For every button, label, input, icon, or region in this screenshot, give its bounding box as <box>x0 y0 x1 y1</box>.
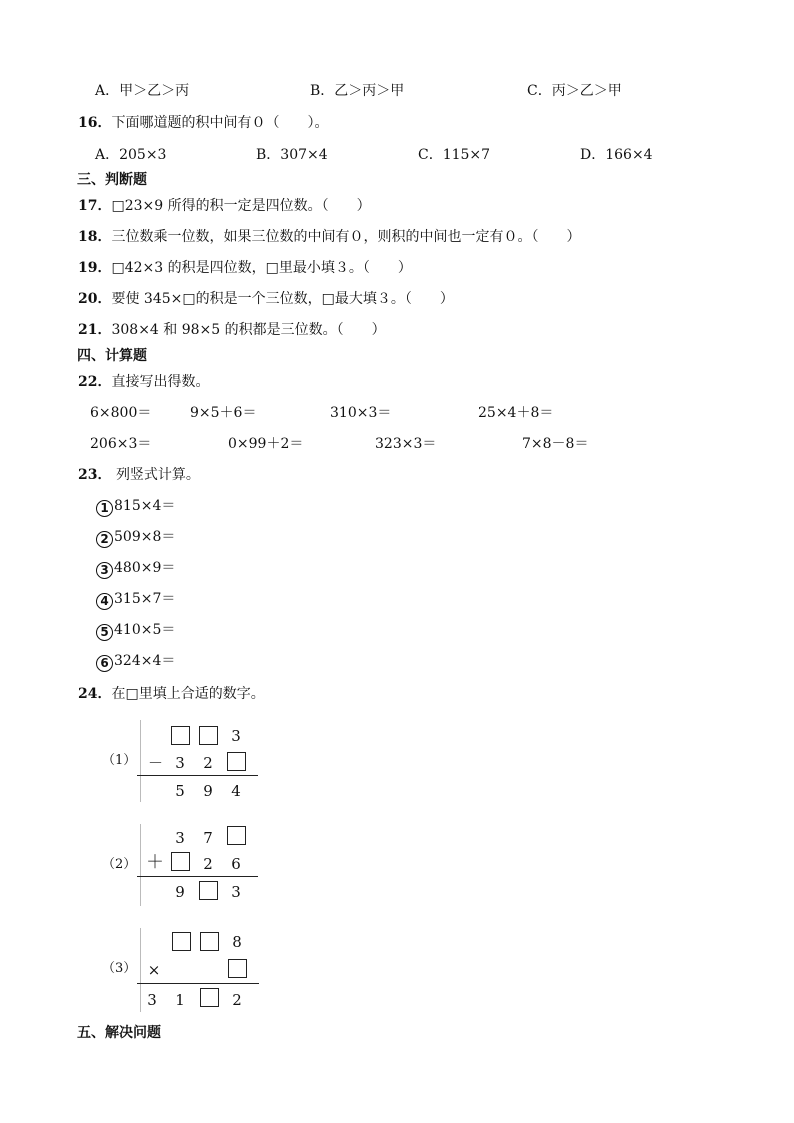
answer-box[interactable] <box>171 726 190 745</box>
question-text: 在□里填上合适的数字。 <box>111 686 265 702</box>
puzzle-label: （1） <box>102 753 137 768</box>
q22-expr: 7×8－8＝ <box>522 436 589 452</box>
q22-expr: 310×3＝ <box>330 405 392 421</box>
q23-expr: 480×9＝ <box>114 560 176 576</box>
answer-box[interactable] <box>171 852 190 871</box>
digit: 9 <box>175 883 185 901</box>
question-number: 16． <box>78 115 112 131</box>
circled-number: 6 <box>96 655 113 672</box>
q22-expr: 206×3＝ <box>90 436 152 452</box>
q23-item-6 <box>96 652 175 672</box>
question-16 <box>78 114 328 132</box>
digit: 3 <box>231 883 241 901</box>
question-number: 24． <box>78 686 112 702</box>
puzzle-label: （3） <box>102 961 137 976</box>
q23-expr: 815×4＝ <box>114 498 176 514</box>
q23-expr: 509×8＝ <box>114 529 176 545</box>
q23-expr: 410×5＝ <box>114 622 176 638</box>
question-text: 308×4 和 98×5 的积都是三位数。（ ） <box>111 322 386 338</box>
circled-number: 4 <box>96 593 113 610</box>
divider-line <box>140 720 141 802</box>
digit: 7 <box>203 829 213 847</box>
digit: 9 <box>203 782 213 800</box>
digit: 4 <box>231 782 241 800</box>
puzzle-label: （2） <box>102 857 137 872</box>
circled-number: 2 <box>96 531 113 548</box>
digit: 6 <box>231 855 241 873</box>
answer-box[interactable] <box>172 932 191 951</box>
sum-line <box>137 775 258 776</box>
operator-sign: － <box>148 754 164 772</box>
operator-sign: ＋ <box>146 852 164 873</box>
question-19 <box>78 259 412 277</box>
q16-option-d: D．166×4 <box>580 147 653 163</box>
digit: 2 <box>203 754 213 772</box>
q22-expr: 323×3＝ <box>375 436 437 452</box>
q23-item-5 <box>96 621 175 641</box>
divider-line <box>140 824 141 906</box>
digit: 3 <box>231 727 241 745</box>
question-18 <box>78 228 580 246</box>
question-text: 下面哪道题的积中间有０（ ）。 <box>111 115 329 131</box>
question-number: 23． <box>78 467 112 483</box>
question-20 <box>78 290 454 308</box>
digit: 2 <box>203 855 213 873</box>
q23-expr: 324×4＝ <box>114 653 176 669</box>
question-text: 要使 345×□的积是一个三位数，□最大填３。（ ） <box>111 291 454 307</box>
q23-item-1 <box>96 497 175 517</box>
question-number: 22． <box>78 374 112 390</box>
digit: 3 <box>175 829 185 847</box>
question-23 <box>78 466 200 484</box>
question-number: 21． <box>78 322 112 338</box>
answer-box[interactable] <box>199 881 218 900</box>
q16-option-c: C．115×7 <box>418 147 491 163</box>
question-text: 列竖式计算。 <box>115 467 200 483</box>
section-heading-problems: 五、解决问题 <box>77 1025 161 1041</box>
sum-line <box>137 876 258 877</box>
digit: 3 <box>175 754 185 772</box>
answer-box[interactable] <box>228 959 247 978</box>
q22-expr: 6×800＝ <box>90 405 152 421</box>
question-number: 17． <box>78 198 112 214</box>
question-text: □42×3 的积是四位数，□里最小填３。（ ） <box>111 260 412 276</box>
q16-option-a: A．205×3 <box>95 147 167 163</box>
q23-item-3 <box>96 559 175 579</box>
answer-box[interactable] <box>227 826 246 845</box>
section-heading-judge: 三、判断题 <box>77 172 147 188</box>
q15-option-c: C．丙＞乙＞甲 <box>527 83 622 99</box>
question-17 <box>78 197 371 215</box>
question-text: 直接写出得数。 <box>111 374 210 390</box>
digit: 3 <box>147 991 157 1009</box>
operator-sign: × <box>147 961 161 979</box>
answer-box[interactable] <box>199 726 218 745</box>
q16-option-b: B．307×4 <box>256 147 328 163</box>
divider-line <box>140 928 141 1012</box>
q22-expr: 9×5＋6＝ <box>190 405 257 421</box>
answer-box[interactable] <box>200 932 219 951</box>
q23-expr: 315×7＝ <box>114 591 176 607</box>
product-line <box>137 983 259 984</box>
q23-item-4 <box>96 590 175 610</box>
circled-number: 1 <box>96 500 113 517</box>
q22-expr: 0×99＋2＝ <box>228 436 304 452</box>
question-number: 19． <box>78 260 112 276</box>
question-21 <box>78 321 386 339</box>
question-number: 18． <box>78 229 112 245</box>
question-22 <box>78 373 209 391</box>
question-text: 三位数乘一位数，如果三位数的中间有０，则积的中间也一定有０。（ ） <box>111 229 581 245</box>
q15-option-a: A．甲＞乙＞丙 <box>95 83 190 99</box>
section-heading-calc: 四、计算题 <box>77 348 147 364</box>
circled-number: 3 <box>96 562 113 579</box>
question-number: 20． <box>78 291 112 307</box>
question-24 <box>78 685 265 703</box>
digit: 8 <box>232 933 242 951</box>
q23-item-2 <box>96 528 175 548</box>
digit: 2 <box>232 991 242 1009</box>
circled-number: 5 <box>96 624 113 641</box>
digit: 5 <box>175 782 185 800</box>
answer-box[interactable] <box>200 988 219 1007</box>
digit: 1 <box>175 991 185 1009</box>
question-text: □23×9 所得的积一定是四位数。（ ） <box>111 198 371 214</box>
q15-option-b: B．乙＞丙＞甲 <box>310 83 405 99</box>
answer-box[interactable] <box>227 752 246 771</box>
q22-expr: 25×4＋8＝ <box>478 405 554 421</box>
